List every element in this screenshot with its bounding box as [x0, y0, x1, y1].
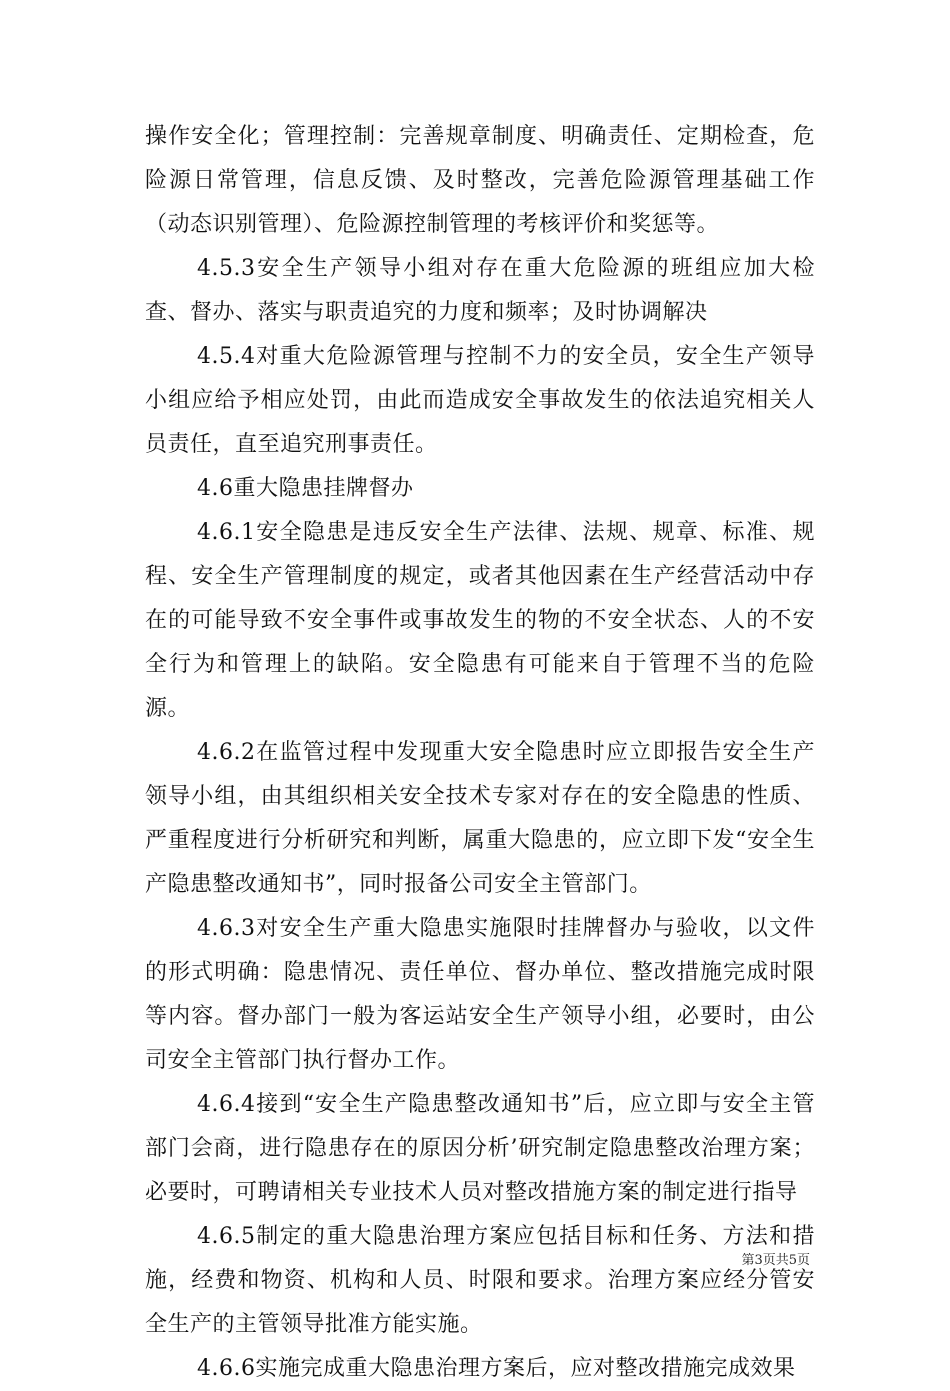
paragraph: 4.5.3安全生产领导小组对存在重大危险源的班组应加大检查、督办、落实与职责追究的力度和频率；及时协调解决 [145, 256, 815, 325]
paragraph: 4.6重大隐患挂牌督办 [197, 476, 414, 501]
paragraph: 4.6.2在监管过程中发现重大安全隐患时应立即报告安全生产领导小组，由其组织相关安全技术专家对存在的安全隐患的性质、严重程度进行分析研究和判断，属重大隐患的，应立即下发“安全生产隐患整改通知书”，同时报备公司安全主管部门。 [145, 740, 815, 897]
paragraph: 4.6.3对安全生产重大隐患实施限时挂牌督办与验收，以文件的形式明确：隐患情况、责任单位、督办单位、整改措施完成时限等内容。督办部门一般为客运站安全生产领导小组，必要时，由公司安全主管部门执行督办工作。 [145, 916, 815, 1073]
paragraph: 操作安全化；管理控制：完善规章制度、明确责任、定期检查，危险源日常管理，信息反馈、及时整改，完善危险源管理基础工作（动态识别管理）、危险源控制管理的考核评价和奖惩等。 [145, 124, 815, 237]
paragraph: 4.5.4对重大危险源管理与控制不力的安全员，安全生产领导小组应给予相应处罚，由此而造成安全事故发生的依法追究相关人员责任，直至追究刑事责任。 [145, 344, 815, 457]
document-body [145, 115, 815, 1391]
paragraph: 4.6.1安全隐患是违反安全生产法律、法规、规章、标准、规程、安全生产管理制度的规定，或者其他因素在生产经营活动中存在的可能导致不安全事件或事故发生的物的不安全状态、人的不安全行为和管理上的缺陷。安全隐患有可能来自于管理不当的危险源。 [145, 520, 815, 721]
paragraph: 4.6.4接到“安全生产隐患整改通知书”后，应立即与安全主管部门会商，进行隐患存在的原因分析’研究制定隐患整改治理方案；必要时，可聘请相关专业技术人员对整改措施方案的制定进行指导 [145, 1092, 815, 1205]
paragraph: 4.6.6实施完成重大隐患治理方案后，应对整改措施完成效果 [197, 1356, 796, 1381]
page-number: 第3页共5页 [741, 1253, 810, 1268]
paragraph: 4.6.5制定的重大隐患治理方案应包括目标和任务、方法和措施，经费和物资、机构和人员、时限和要求。治理方案应经分管安全生产的主管领导批准方能实施。 [145, 1224, 815, 1337]
